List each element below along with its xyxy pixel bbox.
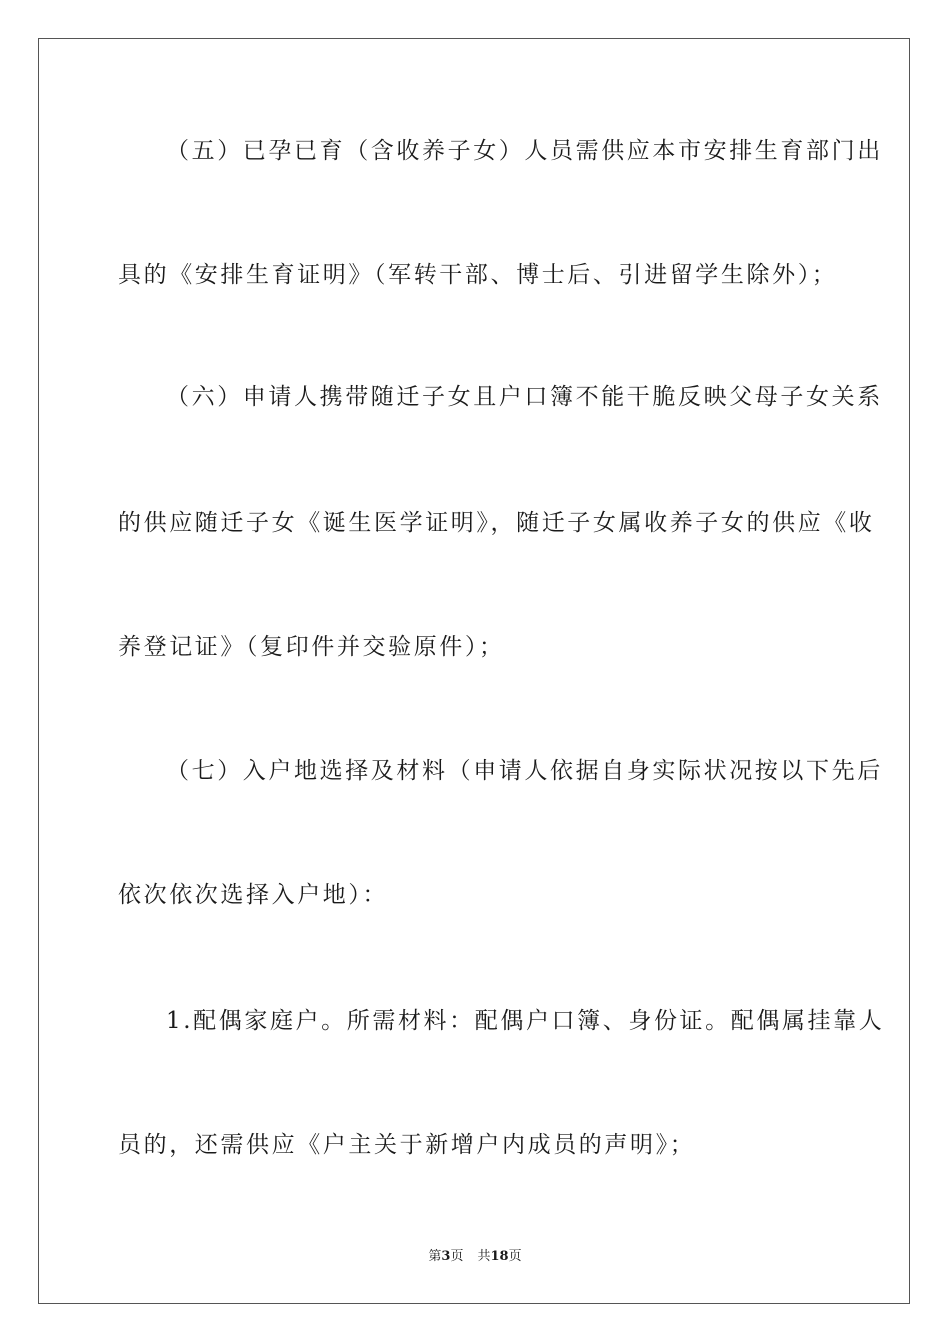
paragraph-5-line-1: （五）已孕已育（含收养子女）人员需供应本市安排生育部门出 <box>166 138 883 164</box>
paragraph-5-line-2: 具的《安排生育证明》（军转干部、博士后、引进留学生除外）； <box>118 262 838 288</box>
footer-page-number: 3 <box>441 1249 451 1264</box>
footer-total-suffix: 页 <box>508 1249 522 1264</box>
footer-total-pages: 18 <box>490 1249 509 1264</box>
footer-total-prefix: 共 <box>477 1249 491 1264</box>
paragraph-7-line-1: （七）入户地选择及材料（申请人依据自身实际状况按以下先后 <box>166 758 883 784</box>
item-1-line-2: 员的，还需供应《户主关于新增户内成员的声明》； <box>118 1132 696 1158</box>
paragraph-6-line-2: 的供应随迁子女《诞生医学证明》，随迁子女属收养子女的供应《收 <box>118 510 875 536</box>
item-1-line-1: 1.配偶家庭户。所需材料：配偶户口簿、身份证。配偶属挂靠人 <box>166 1008 885 1034</box>
footer-page-suffix: 页 <box>450 1249 464 1264</box>
paragraph-6-line-3: 养登记证》（复印件并交验原件）； <box>118 634 505 660</box>
page-frame <box>38 38 910 1304</box>
page-footer <box>0 1248 950 1266</box>
paragraph-7-line-2: 依次依次选择入户地）： <box>118 882 389 908</box>
paragraph-6-line-1: （六）申请人携带随迁子女且户口簿不能干脆反映父母子女关系 <box>166 384 883 410</box>
footer-page-prefix: 第 <box>428 1249 442 1264</box>
